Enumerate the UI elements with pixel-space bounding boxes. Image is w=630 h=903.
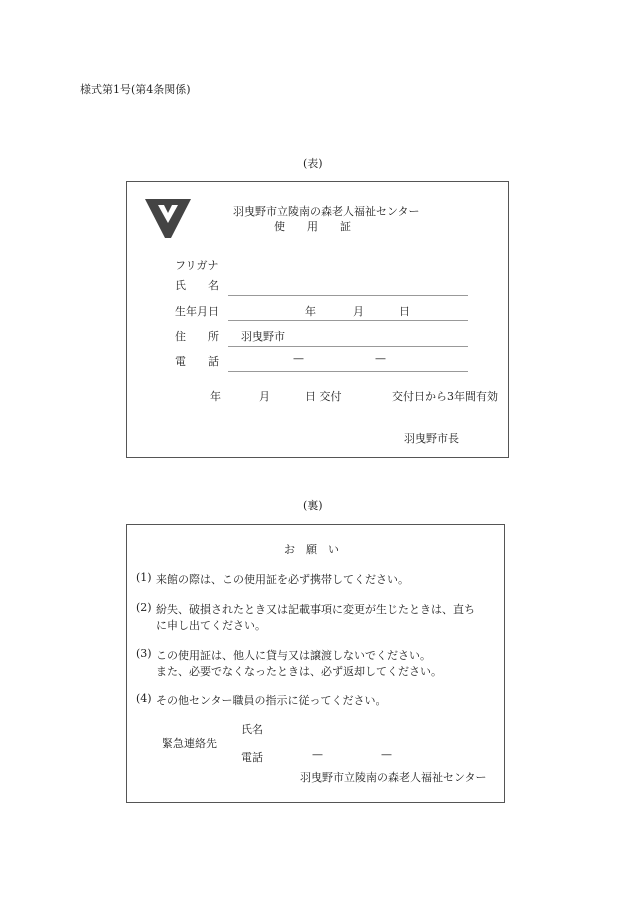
issuer-text: 羽曳野市長 (404, 432, 459, 445)
issue-year: 年 (210, 390, 221, 403)
front-title-line2: 使 用 証 (274, 220, 351, 233)
birth-year: 年 (305, 305, 316, 318)
phone-dash-2: — (375, 352, 386, 365)
item-3-line1: この使用証は、他人に貸与又は譲渡しないでください。 (156, 649, 431, 662)
validity-text: 交付日から3年間有効 (392, 390, 498, 403)
front-side-label: (表) (303, 157, 323, 170)
emergency-label: 緊急連絡先 (162, 737, 217, 750)
back-title: お 願 い (284, 543, 339, 556)
phone-dash-1: — (293, 352, 304, 365)
phone-label: 電 話 (175, 355, 219, 368)
birth-day: 日 (399, 305, 410, 318)
emergency-phone-label: 電話 (241, 751, 263, 764)
item-2-line1: 紛失、破損されたとき又は記載事項に変更が生じたときは、直ち (156, 603, 475, 616)
item-1-line1: 来館の際は、この使用証を必ず携帯してください。 (156, 573, 409, 586)
emergency-phone-dash-2: — (381, 748, 392, 761)
name-line (228, 295, 468, 296)
birth-month: 月 (353, 305, 364, 318)
birth-line (228, 320, 468, 321)
item-3-line2: また、必要でなくなったときは、必ず返却してください。 (156, 665, 442, 678)
address-line (228, 346, 468, 347)
city-emblem-icon (145, 197, 191, 239)
issue-day-label: 日 交付 (305, 390, 342, 403)
item-4-line1: その他センター職員の指示に従ってください。 (156, 694, 387, 707)
back-side-label: (裏) (303, 499, 323, 512)
back-footer: 羽曳野市立陵南の森老人福祉センター (300, 771, 487, 784)
address-label: 住 所 (175, 330, 219, 343)
emergency-phone-dash-1: — (312, 748, 323, 761)
item-4-number: (4) (136, 692, 152, 705)
emergency-name-label: 氏名 (241, 723, 263, 736)
item-1-number: (1) (136, 571, 152, 584)
item-2-number: (2) (136, 601, 152, 614)
form-number: 様式第1号(第4条関係) (80, 83, 191, 96)
item-2-line2: に申し出てください。 (156, 619, 266, 632)
name-label: 氏 名 (175, 279, 219, 292)
furigana-label: フリガナ (175, 259, 219, 272)
phone-line (228, 371, 468, 372)
front-title-line1: 羽曳野市立陵南の森老人福祉センター (233, 205, 420, 218)
birth-label: 生年月日 (175, 305, 219, 318)
issue-month: 月 (259, 390, 270, 403)
item-3-number: (3) (136, 647, 152, 660)
address-value: 羽曳野市 (241, 330, 285, 343)
